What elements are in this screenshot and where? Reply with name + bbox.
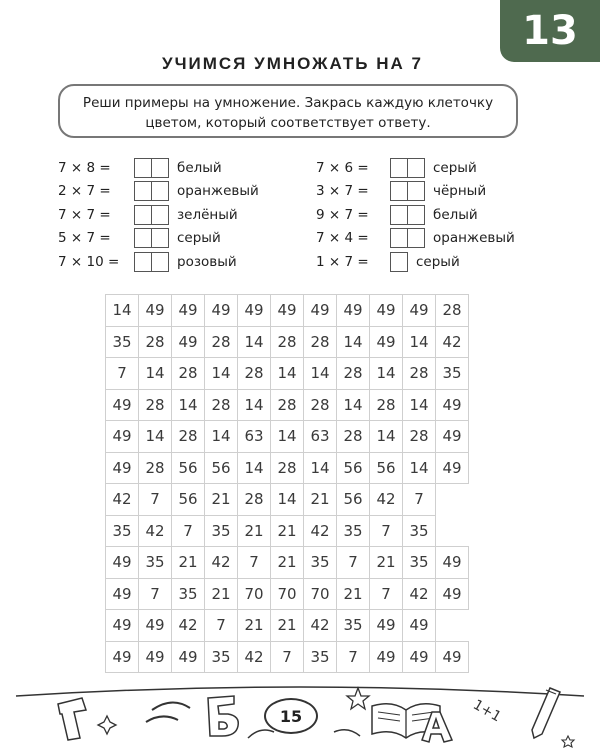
grid-cell[interactable]: 42 bbox=[205, 547, 238, 579]
answer-digit-cell[interactable] bbox=[151, 159, 168, 177]
letter-b-doodle bbox=[208, 696, 238, 736]
letter-b-label: Б bbox=[218, 692, 219, 693]
grid-cell[interactable]: 42 bbox=[304, 610, 337, 642]
grid-cell[interactable]: 56 bbox=[172, 484, 205, 516]
answer-digit-cell[interactable] bbox=[407, 229, 424, 247]
grid-cell[interactable]: 49 bbox=[403, 295, 436, 327]
grid-cell[interactable]: 7 bbox=[172, 515, 205, 547]
grid-cell[interactable]: 14 bbox=[337, 326, 370, 358]
instruction-text: Реши примеры на умножение. Закрась каждую клеточку цветом, который соответствует ответу. bbox=[82, 95, 494, 131]
color-by-number-grid bbox=[105, 294, 469, 673]
exercise-row bbox=[58, 203, 259, 227]
exercise-row bbox=[316, 250, 515, 274]
letter-g-label: Г bbox=[70, 694, 71, 695]
answer-box[interactable] bbox=[390, 252, 408, 272]
grid-cell[interactable]: 49 bbox=[139, 610, 172, 642]
grid-cell[interactable]: 14 bbox=[139, 358, 172, 390]
answer-digit-cell[interactable] bbox=[407, 159, 424, 177]
grid-cell[interactable]: 14 bbox=[205, 358, 238, 390]
exercise-expression: 5 × 7 = bbox=[58, 230, 111, 247]
grid-row bbox=[106, 484, 469, 516]
grid-cell[interactable]: 7 bbox=[337, 641, 370, 673]
grid-cell[interactable]: 49 bbox=[238, 295, 271, 327]
color-name: серый bbox=[416, 253, 460, 270]
grid-cell[interactable]: 35 bbox=[337, 515, 370, 547]
grid-cell[interactable]: 28 bbox=[271, 389, 304, 421]
grid-cell[interactable]: 49 bbox=[436, 421, 469, 453]
exercise-row bbox=[58, 250, 259, 274]
grid-cell[interactable]: 35 bbox=[436, 358, 469, 390]
exercise-column-left bbox=[58, 156, 259, 274]
grid-cell[interactable]: 7 bbox=[370, 515, 403, 547]
grid-cell[interactable]: 42 bbox=[403, 578, 436, 610]
grid-cell[interactable]: 49 bbox=[436, 389, 469, 421]
grid-cell[interactable]: 49 bbox=[106, 421, 139, 453]
grid-cell[interactable]: 49 bbox=[205, 295, 238, 327]
answer-box[interactable] bbox=[134, 181, 169, 201]
grid-cell[interactable]: 28 bbox=[271, 326, 304, 358]
grid-cell[interactable]: 14 bbox=[139, 421, 172, 453]
grid-cell[interactable]: 49 bbox=[370, 610, 403, 642]
color-name: белый bbox=[433, 206, 478, 223]
grid-cell[interactable]: 21 bbox=[238, 610, 271, 642]
pencil-icon bbox=[532, 688, 560, 738]
grid-cell[interactable]: 14 bbox=[370, 421, 403, 453]
grid-cell[interactable]: 14 bbox=[304, 358, 337, 390]
grid-cell[interactable]: 21 bbox=[370, 547, 403, 579]
grid-cell[interactable]: 7 bbox=[205, 610, 238, 642]
grid-cell[interactable]: 28 bbox=[370, 389, 403, 421]
grid-cell[interactable]: 49 bbox=[139, 295, 172, 327]
exercise-row bbox=[316, 180, 515, 204]
grid-cell[interactable]: 35 bbox=[337, 610, 370, 642]
grid-cell[interactable]: 28 bbox=[304, 389, 337, 421]
grid-cell[interactable]: 49 bbox=[106, 610, 139, 642]
color-name: серый bbox=[177, 230, 221, 247]
answer-digit-cell[interactable] bbox=[391, 229, 407, 247]
grid-cell[interactable]: 28 bbox=[271, 452, 304, 484]
exercise-list bbox=[58, 156, 538, 274]
exercise-column-right bbox=[316, 156, 515, 274]
answer-box[interactable] bbox=[390, 181, 425, 201]
formula-doodle bbox=[470, 697, 504, 726]
grid-cell[interactable]: 28 bbox=[403, 358, 436, 390]
grid-cell[interactable]: 28 bbox=[238, 358, 271, 390]
grid-cell[interactable]: 21 bbox=[271, 610, 304, 642]
page-number: 15 bbox=[264, 698, 318, 734]
grid-cell[interactable]: 49 bbox=[271, 295, 304, 327]
answer-digit-cell[interactable] bbox=[391, 253, 407, 271]
answer-box[interactable] bbox=[134, 228, 169, 248]
answer-digit-cell[interactable] bbox=[151, 253, 168, 271]
color-name: серый bbox=[433, 159, 477, 176]
grid-cell[interactable]: 49 bbox=[106, 389, 139, 421]
answer-box[interactable] bbox=[390, 228, 425, 248]
color-name: оранжевый bbox=[433, 230, 515, 247]
answer-digit-cell[interactable] bbox=[135, 182, 151, 200]
exercise-row bbox=[316, 203, 515, 227]
answer-digit-cell[interactable] bbox=[151, 229, 168, 247]
letter-g-doodle bbox=[58, 698, 86, 740]
grid-cell[interactable]: 49 bbox=[106, 547, 139, 579]
exercise-expression: 7 × 6 = bbox=[316, 159, 369, 176]
grid-cell[interactable]: 14 bbox=[304, 452, 337, 484]
color-name: розовый bbox=[177, 253, 237, 270]
grid-row bbox=[106, 326, 469, 358]
grid-cell[interactable]: 63 bbox=[238, 421, 271, 453]
grid-row bbox=[106, 421, 469, 453]
grid-cell[interactable]: 49 bbox=[172, 295, 205, 327]
answer-box[interactable] bbox=[390, 205, 425, 225]
grid-cell[interactable]: 70 bbox=[238, 578, 271, 610]
grid-row bbox=[106, 578, 469, 610]
grid-cell[interactable]: 56 bbox=[337, 484, 370, 516]
grid-cell[interactable]: 35 bbox=[106, 515, 139, 547]
grid-cell[interactable]: 28 bbox=[172, 358, 205, 390]
grid-cell[interactable]: 21 bbox=[172, 547, 205, 579]
exercise-row bbox=[316, 156, 515, 180]
grid-cell[interactable]: 35 bbox=[403, 547, 436, 579]
grid-cell[interactable]: 42 bbox=[172, 610, 205, 642]
grid-cell[interactable]: 35 bbox=[205, 641, 238, 673]
grid-cell[interactable]: 21 bbox=[304, 484, 337, 516]
grid-cell[interactable]: 14 bbox=[238, 389, 271, 421]
grid-cell[interactable]: 28 bbox=[172, 421, 205, 453]
grid-cell[interactable]: 49 bbox=[403, 610, 436, 642]
color-name: белый bbox=[177, 159, 222, 176]
grid-cell[interactable]: 28 bbox=[304, 326, 337, 358]
exercise-expression: 7 × 4 = bbox=[316, 230, 369, 247]
grid-cell[interactable]: 14 bbox=[238, 452, 271, 484]
grid-cell[interactable]: 14 bbox=[337, 389, 370, 421]
grid-row bbox=[106, 452, 469, 484]
grid-cell[interactable]: 28 bbox=[436, 295, 469, 327]
grid-cell[interactable]: 21 bbox=[238, 515, 271, 547]
grid-cell[interactable]: 14 bbox=[205, 421, 238, 453]
grid-cell[interactable]: 28 bbox=[238, 484, 271, 516]
grid-row bbox=[106, 641, 469, 673]
instruction-box bbox=[58, 84, 518, 138]
grid-cell[interactable]: 7 bbox=[106, 358, 139, 390]
exercise-expression: 9 × 7 = bbox=[316, 206, 369, 223]
grid-row bbox=[106, 389, 469, 421]
grid-cell[interactable]: 28 bbox=[205, 326, 238, 358]
grid-cell[interactable]: 49 bbox=[172, 641, 205, 673]
grid-cell[interactable]: 7 bbox=[403, 484, 436, 516]
answer-digit-cell[interactable] bbox=[151, 182, 168, 200]
grid-cell[interactable]: 49 bbox=[436, 547, 469, 579]
grid-cell[interactable]: 14 bbox=[403, 389, 436, 421]
exercise-row bbox=[58, 156, 259, 180]
grid-cell[interactable]: 14 bbox=[271, 421, 304, 453]
grid-cell[interactable]: 42 bbox=[370, 484, 403, 516]
grid-cell[interactable]: 28 bbox=[205, 389, 238, 421]
answer-digit-cell[interactable] bbox=[135, 159, 151, 177]
grid-cell[interactable]: 28 bbox=[139, 452, 172, 484]
exercise-expression: 7 × 10 = bbox=[58, 253, 120, 270]
grid-cell[interactable]: 42 bbox=[238, 641, 271, 673]
grid-cell[interactable]: 28 bbox=[337, 421, 370, 453]
grid-cell[interactable]: 49 bbox=[106, 578, 139, 610]
grid-row bbox=[106, 610, 469, 642]
grid-row bbox=[106, 358, 469, 390]
grid-cell[interactable]: 14 bbox=[106, 295, 139, 327]
grid-cell[interactable]: 7 bbox=[370, 578, 403, 610]
grid-row bbox=[106, 547, 469, 579]
grid-cell[interactable]: 63 bbox=[304, 421, 337, 453]
small-star-icon bbox=[562, 736, 574, 747]
exercise-expression: 7 × 7 = bbox=[58, 206, 111, 223]
grid-cell[interactable]: 49 bbox=[304, 295, 337, 327]
grid-cell[interactable]: 7 bbox=[337, 547, 370, 579]
grid-cell[interactable]: 49 bbox=[436, 452, 469, 484]
grid-row bbox=[106, 295, 469, 327]
grid-cell[interactable]: 35 bbox=[304, 641, 337, 673]
answer-digit-cell[interactable] bbox=[135, 206, 151, 224]
grid-cell[interactable]: 28 bbox=[403, 421, 436, 453]
grid-cell[interactable]: 70 bbox=[304, 578, 337, 610]
grid-cell[interactable]: 28 bbox=[139, 389, 172, 421]
grid-cell[interactable]: 14 bbox=[403, 452, 436, 484]
grid-cell[interactable]: 21 bbox=[205, 484, 238, 516]
grid-cell[interactable]: 49 bbox=[106, 641, 139, 673]
grid-cell[interactable]: 28 bbox=[139, 326, 172, 358]
exercise-expression: 1 × 7 = bbox=[316, 253, 369, 270]
answer-box[interactable] bbox=[390, 158, 425, 178]
grid-cell[interactable]: 42 bbox=[304, 515, 337, 547]
grid-cell[interactable]: 14 bbox=[370, 358, 403, 390]
page-tab bbox=[500, 0, 600, 62]
grid-cell[interactable]: 7 bbox=[271, 641, 304, 673]
answer-digit-cell[interactable] bbox=[407, 206, 424, 224]
answer-digit-cell[interactable] bbox=[407, 182, 424, 200]
answer-digit-cell[interactable] bbox=[135, 253, 151, 271]
answer-box[interactable] bbox=[134, 158, 169, 178]
grid-cell[interactable]: 49 bbox=[370, 295, 403, 327]
color-name: оранжевый bbox=[177, 183, 259, 200]
grid-cell[interactable]: 56 bbox=[205, 452, 238, 484]
grid-cell[interactable]: 21 bbox=[205, 578, 238, 610]
grid-cell[interactable]: 21 bbox=[271, 515, 304, 547]
grid-cell[interactable]: 56 bbox=[172, 452, 205, 484]
grid-cell[interactable]: 70 bbox=[271, 578, 304, 610]
grid-cell[interactable]: 42 bbox=[106, 484, 139, 516]
grid-cell[interactable]: 49 bbox=[370, 641, 403, 673]
answer-digit-cell[interactable] bbox=[391, 159, 407, 177]
grid-cell[interactable]: 49 bbox=[172, 326, 205, 358]
exercise-expression: 3 × 7 = bbox=[316, 183, 369, 200]
grid-cell[interactable]: 14 bbox=[238, 326, 271, 358]
answer-digit-cell[interactable] bbox=[391, 182, 407, 200]
page-tab-number: 13 bbox=[522, 8, 578, 54]
grid-cell[interactable]: 28 bbox=[337, 358, 370, 390]
exercise-row bbox=[316, 227, 515, 251]
grid-cell[interactable]: 56 bbox=[370, 452, 403, 484]
grid-cell[interactable]: 35 bbox=[139, 547, 172, 579]
grid-cell[interactable]: 42 bbox=[436, 326, 469, 358]
grid-cell[interactable]: 21 bbox=[271, 547, 304, 579]
grid-row bbox=[106, 515, 469, 547]
exercise-row bbox=[58, 227, 259, 251]
answer-digit-cell[interactable] bbox=[135, 229, 151, 247]
grid-cell[interactable]: 49 bbox=[370, 326, 403, 358]
grid-cell[interactable]: 21 bbox=[337, 578, 370, 610]
grid-cell[interactable]: 14 bbox=[403, 326, 436, 358]
exercise-expression: 2 × 7 = bbox=[58, 183, 111, 200]
color-name: зелёный bbox=[177, 206, 238, 223]
grid-cell[interactable]: 14 bbox=[172, 389, 205, 421]
sparkle-icon bbox=[98, 716, 116, 734]
grid-cell[interactable]: 49 bbox=[106, 452, 139, 484]
grid-cell[interactable]: 14 bbox=[271, 358, 304, 390]
page-title: УЧИМСЯ УМНОЖАТЬ НА 7 bbox=[162, 54, 423, 73]
grid-cell[interactable]: 49 bbox=[139, 641, 172, 673]
grid-cell[interactable]: 35 bbox=[304, 547, 337, 579]
grid-cell[interactable]: 49 bbox=[337, 295, 370, 327]
grid-cell[interactable]: 35 bbox=[172, 578, 205, 610]
color-name: чёрный bbox=[433, 183, 487, 200]
answer-box[interactable] bbox=[134, 205, 169, 225]
exercise-row bbox=[58, 180, 259, 204]
answer-digit-cell[interactable] bbox=[391, 206, 407, 224]
grid-cell[interactable]: 42 bbox=[139, 515, 172, 547]
grid-cell[interactable]: 35 bbox=[403, 515, 436, 547]
formula-text: 1+1 bbox=[470, 696, 504, 726]
grid-cell[interactable]: 7 bbox=[238, 547, 271, 579]
grid-cell[interactable]: 14 bbox=[271, 484, 304, 516]
answer-digit-cell[interactable] bbox=[151, 206, 168, 224]
grid-cell[interactable]: 35 bbox=[106, 326, 139, 358]
grid-cell[interactable]: 7 bbox=[139, 484, 172, 516]
grid-cell[interactable]: 35 bbox=[205, 515, 238, 547]
star-icon bbox=[347, 688, 369, 709]
grid-cell[interactable]: 49 bbox=[436, 641, 469, 673]
answer-box[interactable] bbox=[134, 252, 169, 272]
grid-cell[interactable]: 49 bbox=[403, 641, 436, 673]
grid-cell[interactable]: 56 bbox=[337, 452, 370, 484]
exercise-expression: 7 × 8 = bbox=[58, 159, 111, 176]
grid-cell[interactable]: 49 bbox=[436, 578, 469, 610]
grid-cell[interactable]: 7 bbox=[139, 578, 172, 610]
